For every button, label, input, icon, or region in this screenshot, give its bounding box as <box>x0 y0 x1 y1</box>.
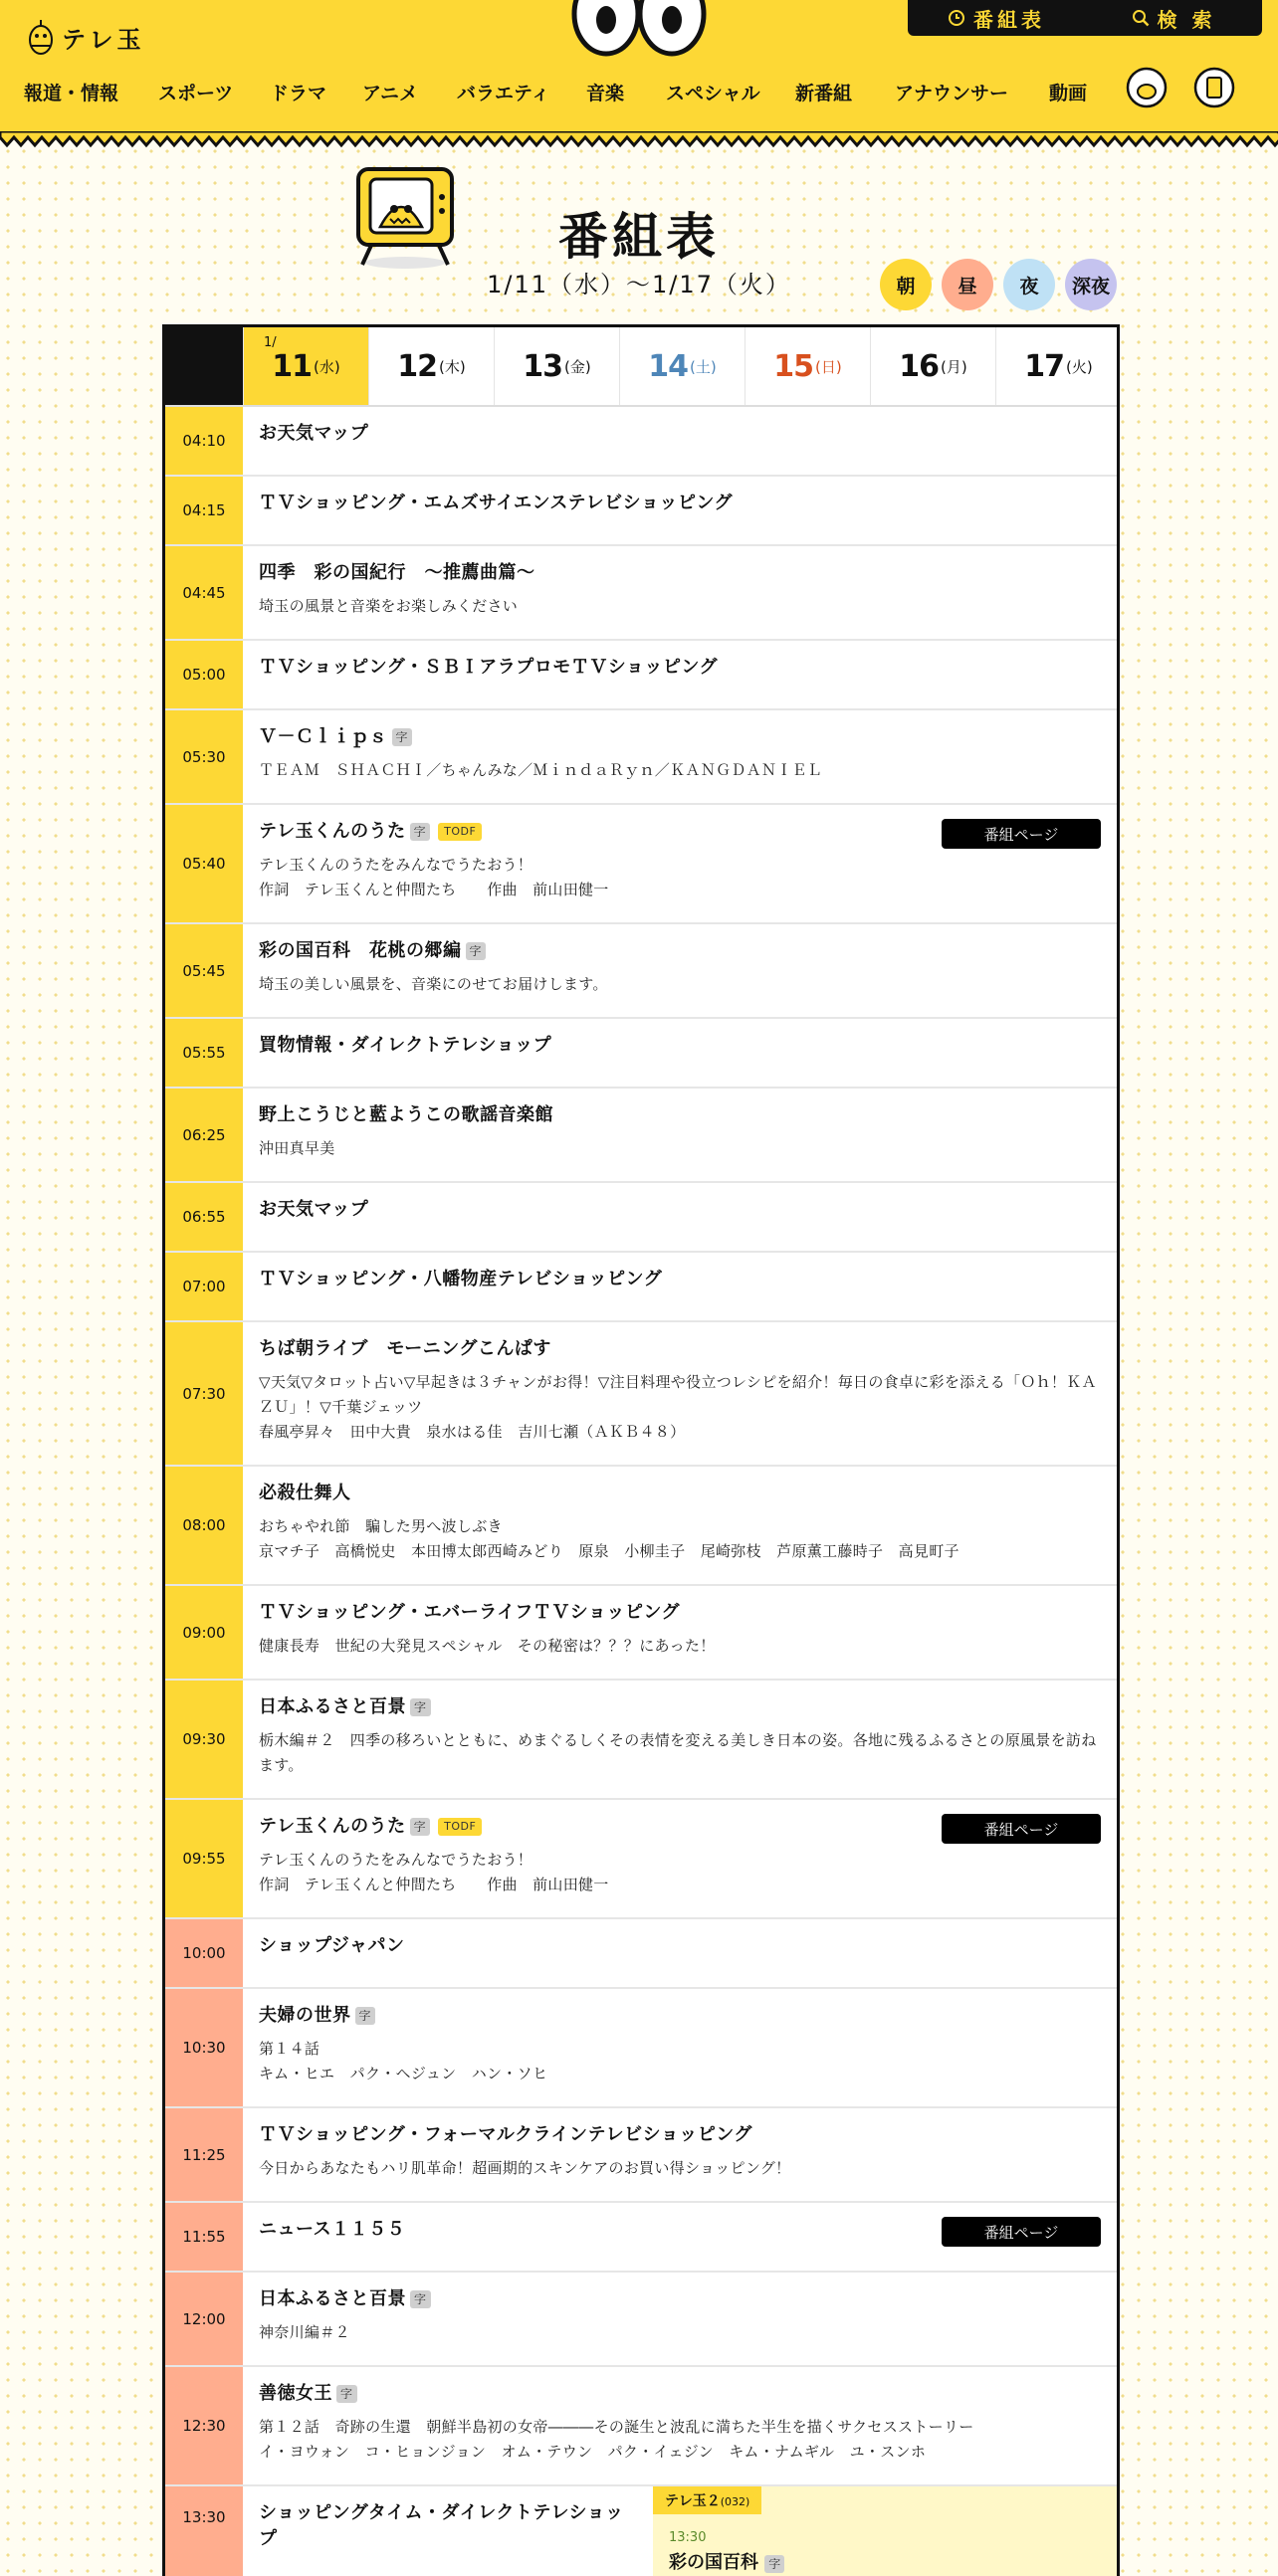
program-description <box>259 1370 1099 1445</box>
clock-icon <box>948 9 965 27</box>
program-cell <box>243 710 1117 803</box>
program-time: 07:30 <box>165 1322 243 1465</box>
program-row[interactable] <box>165 1183 1117 1253</box>
day-number: 14 <box>648 348 689 384</box>
program-title-text: 四季 彩の国紀行 ～推薦曲篇～ <box>259 562 535 583</box>
program-cell <box>243 1800 1117 1917</box>
program-row[interactable] <box>165 1681 1117 1800</box>
subtitle-badge: 字 <box>355 2007 376 2025</box>
program-title <box>259 1600 1099 1626</box>
program-cell <box>243 805 1117 922</box>
todf-badge: TODF <box>438 1818 482 1836</box>
nav-new-programs[interactable]: 新番組 <box>795 82 853 104</box>
program-title <box>259 2122 1099 2148</box>
program-row[interactable] <box>165 1467 1117 1586</box>
program-description-line: キム・ヒエ パク・ヘジュン ハン・ソヒ <box>259 2065 548 2082</box>
program-description-line: テレ玉くんのうたをみんなでうたおう！ <box>259 1851 533 1869</box>
program-title-text: 必殺仕舞人 <box>259 1483 351 1503</box>
program-title <box>259 2286 1099 2312</box>
program-title <box>259 1197 1099 1223</box>
program-time: 11:25 <box>165 2108 243 2201</box>
program-cell <box>243 1467 1117 1584</box>
tod-late-night-button[interactable]: 深夜 <box>1065 259 1117 310</box>
program-cell <box>243 1019 1117 1087</box>
program-time: 04:15 <box>165 477 243 544</box>
program-time: 05:55 <box>165 1019 243 1087</box>
program-time: 12:30 <box>165 2367 243 2484</box>
program-cell <box>243 2203 1117 2271</box>
nav-anime[interactable]: アニメ <box>362 82 419 104</box>
program-row[interactable] <box>165 1989 1117 2108</box>
program-title <box>259 1694 1099 1720</box>
program-time: 12:00 <box>165 2273 243 2365</box>
day-tab-15[interactable] <box>745 327 870 405</box>
program-cell <box>243 2108 1117 2201</box>
program-time: 10:30 <box>165 1989 243 2106</box>
program-title <box>259 2381 1099 2407</box>
program-description-line: 第１２話 奇跡の生還 朝鮮半島初の女帝―――その誕生と波乱に満ちた半生を描くサクセスストーリー <box>259 2418 974 2436</box>
program-row[interactable] <box>165 805 1117 924</box>
program-cell <box>243 1183 1117 1251</box>
program-row[interactable] <box>165 710 1117 805</box>
program-cell <box>243 2486 653 2576</box>
program-description-line: 埼玉の風景と音楽をお楽しみください <box>259 597 519 615</box>
program-title-text: テレ玉くんのうた <box>259 821 406 842</box>
nav-drama[interactable]: ドラマ <box>270 82 327 104</box>
program-row[interactable] <box>165 2108 1117 2203</box>
mascot-eyes-icon <box>564 0 714 58</box>
nav-videos[interactable]: 動画 <box>1049 82 1088 104</box>
nav-variety[interactable]: バラエティ <box>457 82 550 104</box>
program-cell <box>243 2367 1117 2484</box>
program-time: 09:00 <box>165 1586 243 1679</box>
program-time: 09:55 <box>165 1800 243 1917</box>
program-row[interactable] <box>165 1919 1117 1989</box>
teletama-mascot-icon <box>28 18 54 56</box>
top-buttons <box>908 0 1262 36</box>
subtitle-badge: 字 <box>392 728 413 746</box>
program-cell <box>243 1253 1117 1320</box>
day-tab-16[interactable] <box>870 327 995 405</box>
header-zigzag-edge <box>0 131 1278 149</box>
sub-channel-title <box>669 2548 784 2574</box>
sub-channel-time: 13:30 <box>669 2530 707 2545</box>
day-weekday: (月) <box>941 357 967 376</box>
program-time: 06:25 <box>165 1089 243 1181</box>
teletama-badge-icon[interactable] <box>1125 66 1169 109</box>
split-channel-cell <box>243 2486 1117 2576</box>
sub-channel-title-text: 彩の国百科 <box>669 2552 758 2573</box>
program-title <box>259 938 1099 964</box>
program-row[interactable] <box>165 2367 1117 2486</box>
tod-noon-button[interactable]: 昼 <box>942 259 993 310</box>
subtitle-badge: 字 <box>410 2290 431 2308</box>
program-description <box>259 2037 1099 2086</box>
day-weekday: (木) <box>439 357 466 376</box>
program-title <box>259 655 1099 681</box>
day-number: 17 <box>1024 348 1065 384</box>
subtitle-badge: 字 <box>466 942 487 960</box>
program-description <box>259 1136 1099 1161</box>
program-title <box>259 1481 1099 1506</box>
program-cell <box>243 1089 1117 1181</box>
program-row[interactable] <box>165 546 1117 641</box>
teletama-app-icon[interactable] <box>1192 66 1236 109</box>
program-description-line: 作詞 テレ玉くんと仲間たち 作曲 前山田健一 <box>259 1876 609 1893</box>
program-description-line: 第１４話 <box>259 2040 320 2058</box>
program-time: 05:40 <box>165 805 243 922</box>
program-time: 13:30 <box>165 2486 243 2576</box>
program-description-line: ▽天気▽タロット占い▽早起きは３チャンがお得！▽注目料理や役立つレシピを紹介！毎日の食卓に彩を添える「Ｏｈ！ＫＡＺＵ」！▽千葉ジェッツ <box>259 1373 1097 1416</box>
nav-special[interactable]: スペシャル <box>666 82 760 104</box>
day-month: 1/ <box>264 335 277 350</box>
program-cell <box>243 1322 1117 1465</box>
program-description <box>259 2415 1099 2465</box>
program-cell <box>243 1919 1117 1987</box>
program-title-text: 日本ふるさと百景 <box>259 1696 406 1717</box>
program-title <box>259 421 1099 447</box>
program-row[interactable] <box>165 1019 1117 1089</box>
search-icon <box>1132 9 1150 27</box>
program-cell <box>243 1681 1117 1798</box>
tod-night-button[interactable]: 夜 <box>1003 259 1055 310</box>
program-row[interactable] <box>165 1586 1117 1681</box>
program-title-text: お天気マップ <box>259 1199 369 1220</box>
program-row[interactable] <box>165 407 1117 477</box>
nav-music[interactable]: 音楽 <box>586 82 625 104</box>
program-description-line: 京マチ子 高橋悦史 本田博太郎西崎みどり 原泉 小柳圭子 尾崎弥枝 芦原薫工藤時子 高見町子 <box>259 1542 959 1560</box>
program-cell <box>243 641 1117 708</box>
nav-news[interactable]: 報道・情報 <box>24 82 119 104</box>
subtitle-badge: 字 <box>410 1698 431 1716</box>
day-weekday: (水) <box>314 357 340 376</box>
sub-channel-name: テレ玉２ <box>665 2493 721 2509</box>
day-number: 12 <box>397 348 438 384</box>
program-title <box>259 1336 1099 1362</box>
program-time: 08:00 <box>165 1467 243 1584</box>
program-page-button[interactable]: 番組ページ <box>942 819 1101 849</box>
day-number: 11 <box>272 348 313 384</box>
program-description-line: 栃木編＃２ 四季の移ろいとともに、めまぐるしくその表情を変える美しき日本の姿。各地に残るふるさとの原風景を訪ねます。 <box>259 1731 1097 1774</box>
program-row[interactable] <box>165 1800 1117 1919</box>
program-cell <box>243 407 1117 475</box>
subtitle-badge: 字 <box>410 1818 431 1836</box>
program-title-text: 夫婦の世界 <box>259 2005 351 2026</box>
program-cell <box>243 1989 1117 2106</box>
program-row[interactable] <box>165 2273 1117 2367</box>
time-of-day-selector <box>880 259 1117 310</box>
program-description-line: ＴＥＡＭ ＳＨＡＣＨＩ／ちゃんみな／ＭｉｎｄａＲｙｎ／ＫＡＮＧＤＡＮＩＥＬ <box>259 761 823 779</box>
program-title-text: Ｖ－Ｃｌｉｐｓ <box>259 726 388 747</box>
tod-morning-button[interactable]: 朝 <box>880 259 932 310</box>
program-description-line: 埼玉の美しい風景を、音楽にのせてお届けします。 <box>259 975 608 993</box>
program-title-text: ＴＶショッピング・エムズサイエンステレビショッピング <box>259 493 733 513</box>
program-page-button[interactable]: 番組ページ <box>942 1814 1101 1844</box>
day-number: 16 <box>899 348 940 384</box>
program-title <box>259 491 1099 516</box>
program-description <box>259 758 1099 783</box>
program-title-text: テレ玉くんのうた <box>259 1816 406 1837</box>
day-weekday: (日) <box>815 357 842 376</box>
day-header-corner <box>165 327 243 405</box>
program-row[interactable] <box>165 924 1117 1019</box>
program-cell <box>243 1586 1117 1679</box>
search-button-label: 検 索 <box>1157 7 1216 32</box>
program-description-line: おちゃやれ節 騙した男へ波しぶき <box>259 1517 503 1535</box>
day-tab-14[interactable] <box>619 327 745 405</box>
program-row[interactable] <box>165 641 1117 710</box>
program-row[interactable] <box>165 2486 1117 2576</box>
program-description <box>259 1634 1099 1659</box>
program-title-text: 野上こうじと藍ようこの歌謡音楽館 <box>259 1104 553 1125</box>
program-title <box>259 724 1099 750</box>
nav-icons <box>1125 66 1236 109</box>
program-row[interactable] <box>165 1322 1117 1467</box>
nav-announcers[interactable]: アナウンサー <box>895 82 1009 104</box>
program-row[interactable] <box>165 1089 1117 1183</box>
program-page-button[interactable]: 番組ページ <box>942 2217 1101 2247</box>
day-tab-12[interactable] <box>368 327 494 405</box>
day-tab-17[interactable] <box>995 327 1120 405</box>
logo[interactable] <box>28 14 145 60</box>
day-weekday: (金) <box>564 357 591 376</box>
program-title-text: ＴＶショッピング・ＳＢＩアラプロモＴＶショッピング <box>259 657 719 678</box>
program-cell <box>243 2273 1117 2365</box>
program-title-text: 彩の国百科 花桃の郷編 <box>259 940 462 961</box>
program-description-line: 沖田真早美 <box>259 1139 335 1157</box>
page-title: 番組表 <box>558 208 720 266</box>
program-description <box>259 2156 1099 2181</box>
program-description <box>259 594 1099 619</box>
day-number: 15 <box>773 348 814 384</box>
day-number: 13 <box>523 348 563 384</box>
day-weekday: (土) <box>690 357 717 376</box>
subtitle-badge: 字 <box>764 2555 784 2573</box>
program-cell <box>243 924 1117 1017</box>
sub-channel-code: (032) <box>720 2495 750 2508</box>
sub-channel-cell[interactable] <box>653 2486 1117 2576</box>
program-description-line: 春風亭昇々 田中大貴 泉水はる佳 吉川七瀬（ＡＫＢ４８） <box>259 1423 686 1441</box>
program-title-text: ショップジャパン <box>259 1935 405 1956</box>
program-cell <box>243 546 1117 639</box>
program-time: 04:45 <box>165 546 243 639</box>
program-title-text: ＴＶショッピング・フォーマルクラインテレビショッピング <box>259 2124 752 2145</box>
program-title <box>259 1033 1099 1059</box>
program-time: 06:55 <box>165 1183 243 1251</box>
program-time: 05:30 <box>165 710 243 803</box>
site-header <box>0 0 1278 139</box>
day-tab-11[interactable] <box>243 327 368 405</box>
day-weekday: (火) <box>1066 357 1093 376</box>
program-title-text: ちば朝ライブ モーニングこんぱす <box>259 1338 551 1359</box>
day-header <box>165 327 1117 407</box>
program-title-text: ニュース１１５５ <box>259 2219 406 2240</box>
program-title <box>259 2500 635 2552</box>
program-title-text: 日本ふるさと百景 <box>259 2288 406 2309</box>
program-cell <box>243 477 1117 544</box>
program-row[interactable] <box>165 2203 1117 2273</box>
program-title-text: お天気マップ <box>259 423 369 444</box>
program-row[interactable] <box>165 477 1117 546</box>
program-row[interactable] <box>165 1253 1117 1322</box>
program-time: 09:30 <box>165 1681 243 1798</box>
schedule-button[interactable] <box>908 0 1085 36</box>
program-title <box>259 1267 1099 1292</box>
search-button[interactable] <box>1085 0 1262 36</box>
schedule-table <box>162 324 1120 2576</box>
program-description <box>259 1728 1099 1778</box>
program-title <box>259 1933 1099 1959</box>
program-title-text: ショッピングタイム・ダイレクトテレショップ <box>259 2502 624 2549</box>
program-description <box>259 972 1099 997</box>
date-range: 1/11（水）〜1/17（火） <box>487 271 791 298</box>
program-description <box>259 1848 1099 1897</box>
day-tab-13[interactable] <box>494 327 619 405</box>
program-description <box>259 2320 1099 2345</box>
schedule-button-label: 番組表 <box>973 7 1045 32</box>
todf-badge: TODF <box>438 823 482 841</box>
logo-text: テレ玉 <box>62 25 145 54</box>
program-title-text: 買物情報・ダイレクトテレショップ <box>259 1035 552 1056</box>
program-description <box>259 1514 1099 1564</box>
program-title-text: 善徳女王 <box>259 2383 332 2404</box>
program-title-text: ＴＶショッピング・八幡物産テレビショッピング <box>259 1269 663 1289</box>
subtitle-badge: 字 <box>336 2385 357 2403</box>
program-description-line: 作詞 テレ玉くんと仲間たち 作曲 前山田健一 <box>259 881 609 898</box>
program-title-text: ＴＶショッピング・エバーライフＴＶショッピング <box>259 1602 680 1623</box>
program-description-line: 今日からあなたもハリ肌革命！超画期的スキンケアのお買い得ショッピング！ <box>259 2159 791 2177</box>
nav-sports[interactable]: スポーツ <box>158 82 234 104</box>
program-time: 11:55 <box>165 2203 243 2271</box>
sub-channel-label <box>653 2486 761 2514</box>
program-description-line: テレ玉くんのうたをみんなでうたおう！ <box>259 856 533 874</box>
program-description-line: 神奈川編＃２ <box>259 2323 350 2341</box>
program-time: 05:00 <box>165 641 243 708</box>
program-title <box>259 2003 1099 2029</box>
program-time: 04:10 <box>165 407 243 475</box>
program-description <box>259 853 1099 902</box>
program-time: 05:45 <box>165 924 243 1017</box>
program-description-line: イ・ヨウォン コ・ヒョンジョン オム・テウン パク・イェジン キム・ナムギル ユ・スンホ <box>259 2443 927 2461</box>
program-time: 10:00 <box>165 1919 243 1987</box>
program-title <box>259 560 1099 586</box>
program-title <box>259 1102 1099 1128</box>
global-nav <box>24 70 1109 113</box>
program-description-line: 健康長寿 世紀の大発見スペシャル その秘密は？？？にあった！ <box>259 1637 716 1655</box>
program-time: 07:00 <box>165 1253 243 1320</box>
subtitle-badge: 字 <box>410 823 431 841</box>
